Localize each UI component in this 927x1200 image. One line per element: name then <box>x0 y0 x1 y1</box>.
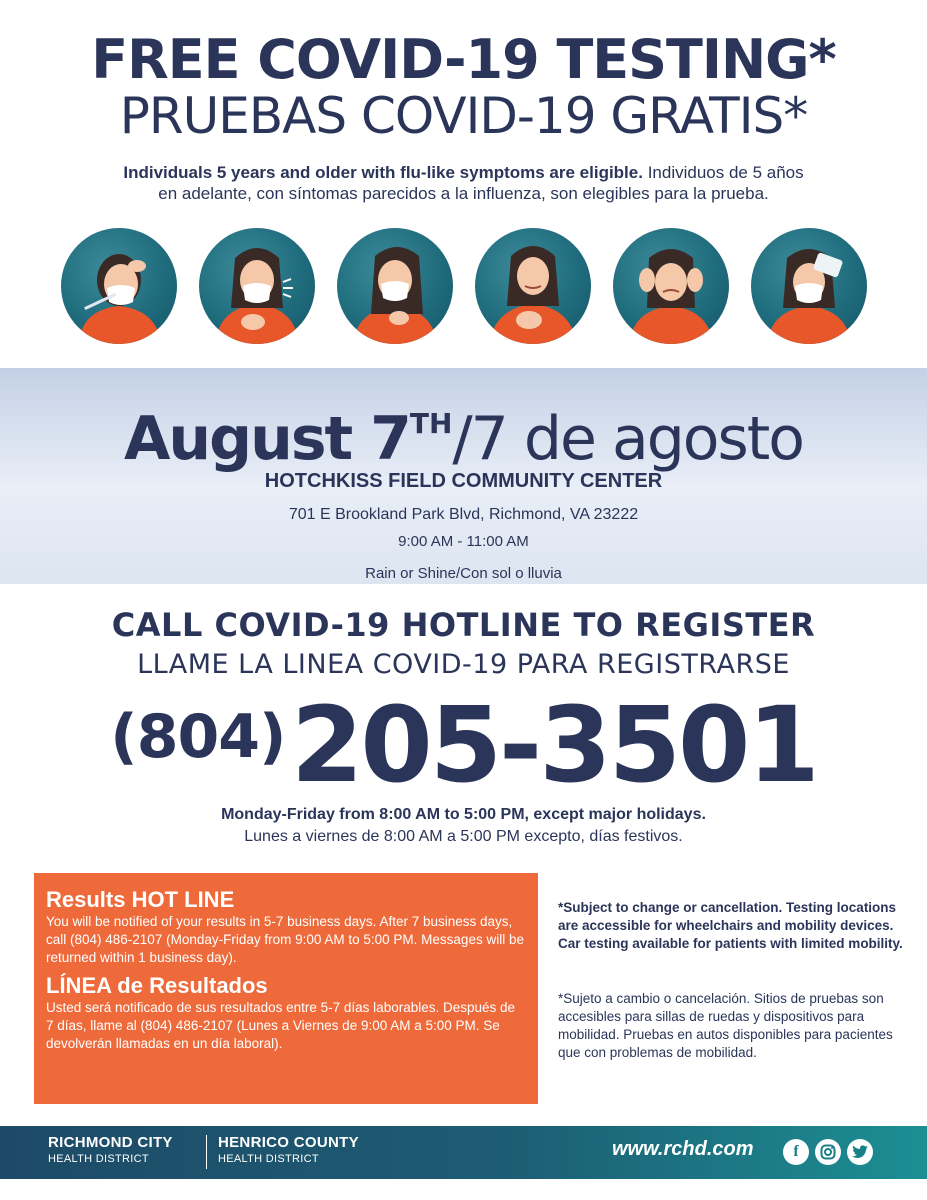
org1-sub: HEALTH DISTRICT <box>48 1153 149 1165</box>
results-text-english: You will be notified of your results in 5-7 business days. After 7 business days, call (804) 486-2107 (Monday-Friday from 9:00 AM to 5:00 PM. Messages will be returned within 1 business day). <box>46 914 524 965</box>
date-spanish: /7 de agosto <box>452 404 803 474</box>
footer <box>0 1126 927 1179</box>
weather-note: Rain or Shine/Con sol o lluvia <box>365 565 562 582</box>
eligibility-text <box>60 162 867 204</box>
henrico-county-logo <box>218 1134 359 1166</box>
results-text-spanish: Usted será notificado de sus resultados entre 5-7 días laborables. Después de 7 días, llame al (804) 486-2107 (Lunes a Viernes de 9:00 AM a 5:00 PM. Se devolverán llamadas en un día laboral). <box>46 1000 516 1051</box>
org1-name: RICHMOND CITY <box>48 1134 173 1151</box>
eligibility-english: Individuals 5 years and older with flu-like symptoms are eligible. <box>123 163 643 182</box>
eligibility-spanish-line2: en adelante, con síntomas parecidos a la influenza, son elegibles para la prueba. <box>158 184 769 203</box>
instagram-icon[interactable] <box>815 1139 841 1165</box>
hotline-hours-spanish: Lunes a viernes de 8:00 AM a 5:00 PM excepto, días festivos. <box>244 828 683 845</box>
title-spanish: PRUEBAS COVID-19 GRATIS* <box>119 87 808 145</box>
call-hotline-spanish: LLAME LA LINEA COVID-19 PARA REGISTRARSE <box>137 649 790 680</box>
date-superscript: TH <box>409 407 453 440</box>
symptom-icons-row <box>61 228 867 346</box>
cough-icon <box>199 228 315 344</box>
fatigue-icon <box>751 228 867 344</box>
call-hotline-english: CALL COVID-19 HOTLINE TO REGISTER <box>111 606 816 644</box>
sore-throat-icon <box>337 228 453 344</box>
event-hours: 9:00 AM - 11:00 AM <box>398 533 529 550</box>
results-title-spanish: LÍNEA de Resultados <box>46 973 268 998</box>
hotline-hours-english: Monday-Friday from 8:00 AM to 5:00 PM, except major holidays. <box>221 806 706 823</box>
venue-address: 701 E Brookland Park Blvd, Richmond, VA 23222 <box>288 506 639 523</box>
phone-number[interactable] <box>0 684 927 806</box>
results-hotline-box <box>34 873 538 1104</box>
event-date <box>0 388 927 475</box>
date-english: August 7 <box>124 404 410 474</box>
venue-name: HOTCHKISS FIELD COMMUNITY CENTER <box>264 470 663 492</box>
phone-local-number: 205-3501 <box>290 684 817 806</box>
org2-sub: HEALTH DISTRICT <box>218 1153 319 1165</box>
eligibility-spanish-line1: Individuos de 5 años <box>642 163 804 182</box>
phone-area-code: (804) <box>110 702 286 772</box>
org2-name: HENRICO COUNTY <box>218 1134 359 1151</box>
footer-divider <box>206 1135 207 1169</box>
title-english: FREE COVID-19 TESTING* <box>91 28 836 91</box>
chest-pain-icon <box>475 228 591 344</box>
results-title-english: Results HOT LINE <box>46 887 235 912</box>
richmond-city-logo <box>48 1134 173 1166</box>
disclaimer-english: *Subject to change or cancellation. Testing locations are accessible for wheelchairs and mobility devices. Car testing available for patients with limited mobility. <box>558 900 903 951</box>
website-link[interactable]: www.rchd.com <box>612 1138 754 1160</box>
twitter-icon[interactable] <box>847 1139 873 1165</box>
facebook-icon[interactable]: f <box>783 1139 809 1165</box>
disclaimer-spanish: *Sujeto a cambio o cancelación. Sitios de pruebas son accesibles para sillas de ruedas y dispositivos para mobilidad. Pruebas en autos disponibles para pacientes que con problemas de mobilidad. <box>558 991 893 1060</box>
headache-icon <box>613 228 729 344</box>
fever-icon <box>61 228 177 344</box>
